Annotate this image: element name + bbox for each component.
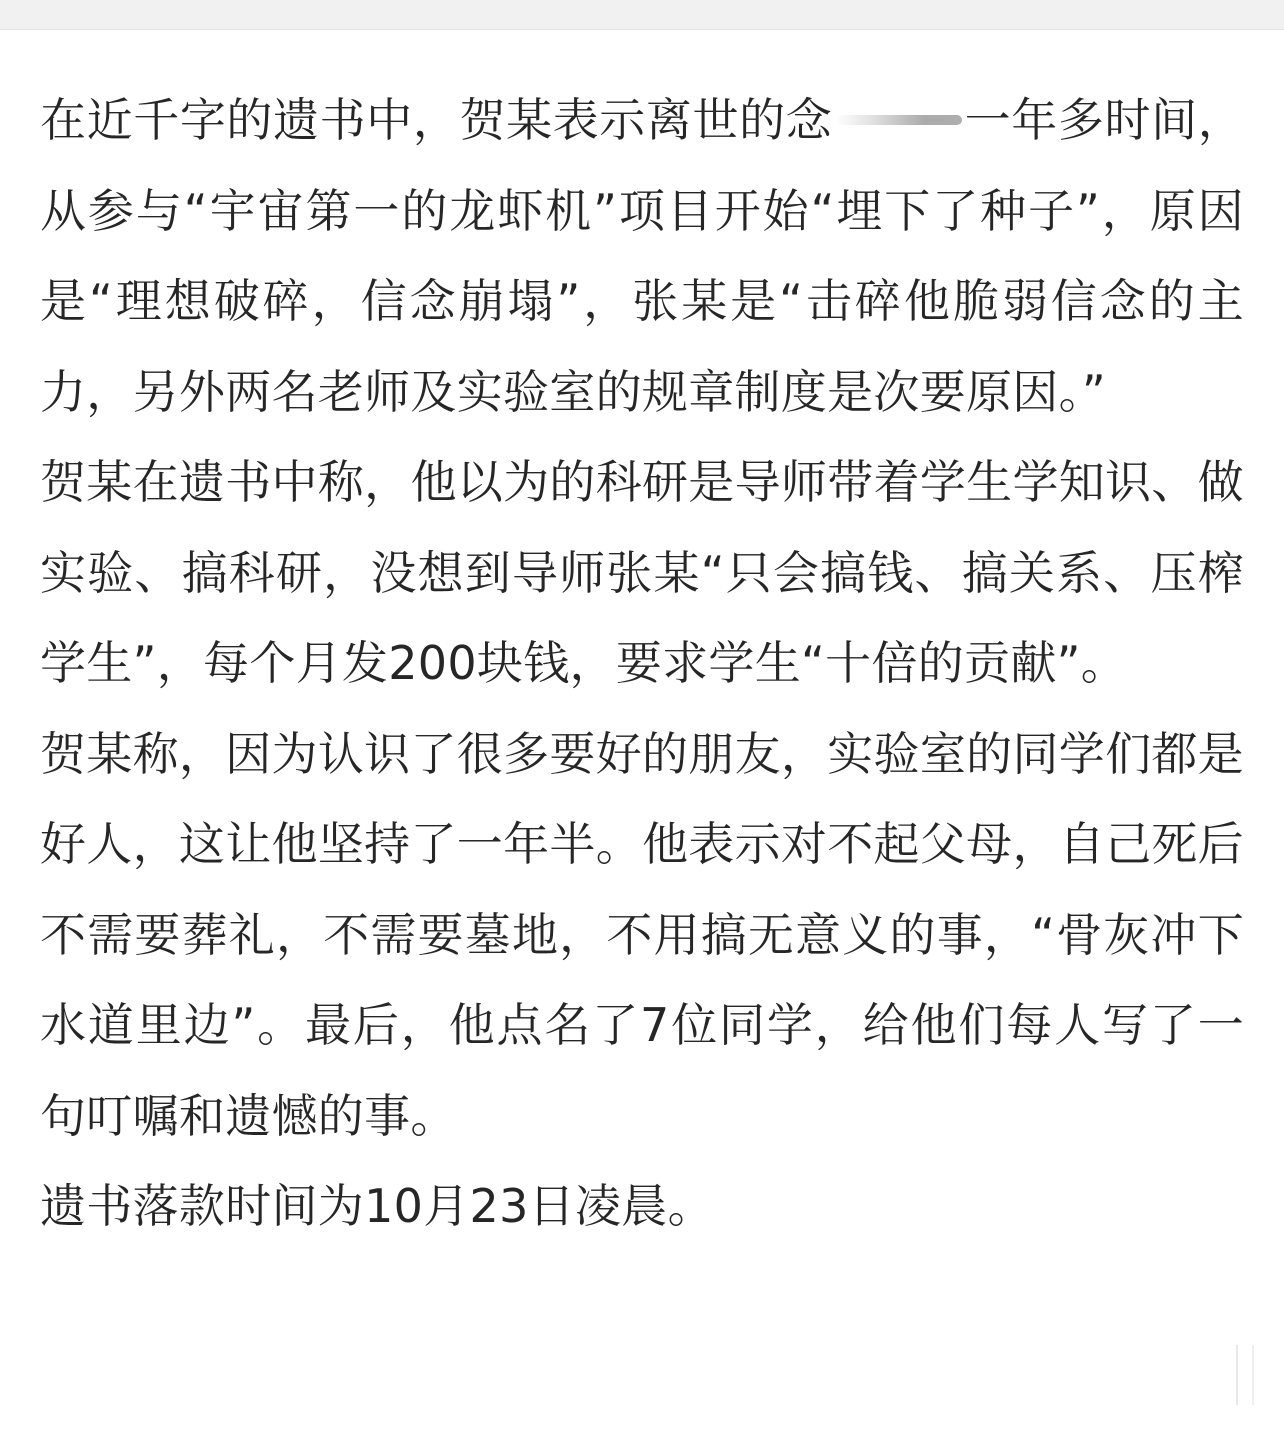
paragraph-1-part-1: 在近千字的遗书中，贺某表示离世的念 bbox=[40, 93, 833, 147]
paragraph-1-part-2: 一年多时间，从参与“宇宙第一的龙虾机”项目开始“埋下了种子”，原因是“理想破碎，信念崩塌”，张某是“击碎他脆弱信念的主力，另外两名老师及实验室的规章制度是次要原因。” bbox=[40, 93, 1244, 419]
paragraph-2: 贺某在遗书中称，他以为的科研是导师带着学生学知识、做实验、搞科研，没想到导师张某“只会搞钱、搞关系、压榨学生”，每个月发200块钱，要求学生“十倍的贡献”。 bbox=[40, 455, 1244, 690]
paragraph-3: 贺某称，因为认识了很多要好的朋友，实验室的同学们都是好人，这让他坚持了一年半。他表示对不起父母，自己死后不需要葬礼，不需要墓地，不用搞无意义的事，“骨灰冲下水道里边”。最后，他点名了7位同学，给他们每人写了一句叮嘱和遗憾的事。 bbox=[40, 726, 1244, 1143]
article-body bbox=[0, 30, 1284, 1435]
paragraph-4: 遗书落款时间为10月23日凌晨。 bbox=[40, 1179, 714, 1233]
top-toolbar-strip bbox=[0, 0, 1284, 30]
redacted-smudge bbox=[836, 115, 962, 125]
scroll-edge-mark bbox=[1236, 1345, 1254, 1405]
paragraph-1 bbox=[40, 75, 1244, 437]
